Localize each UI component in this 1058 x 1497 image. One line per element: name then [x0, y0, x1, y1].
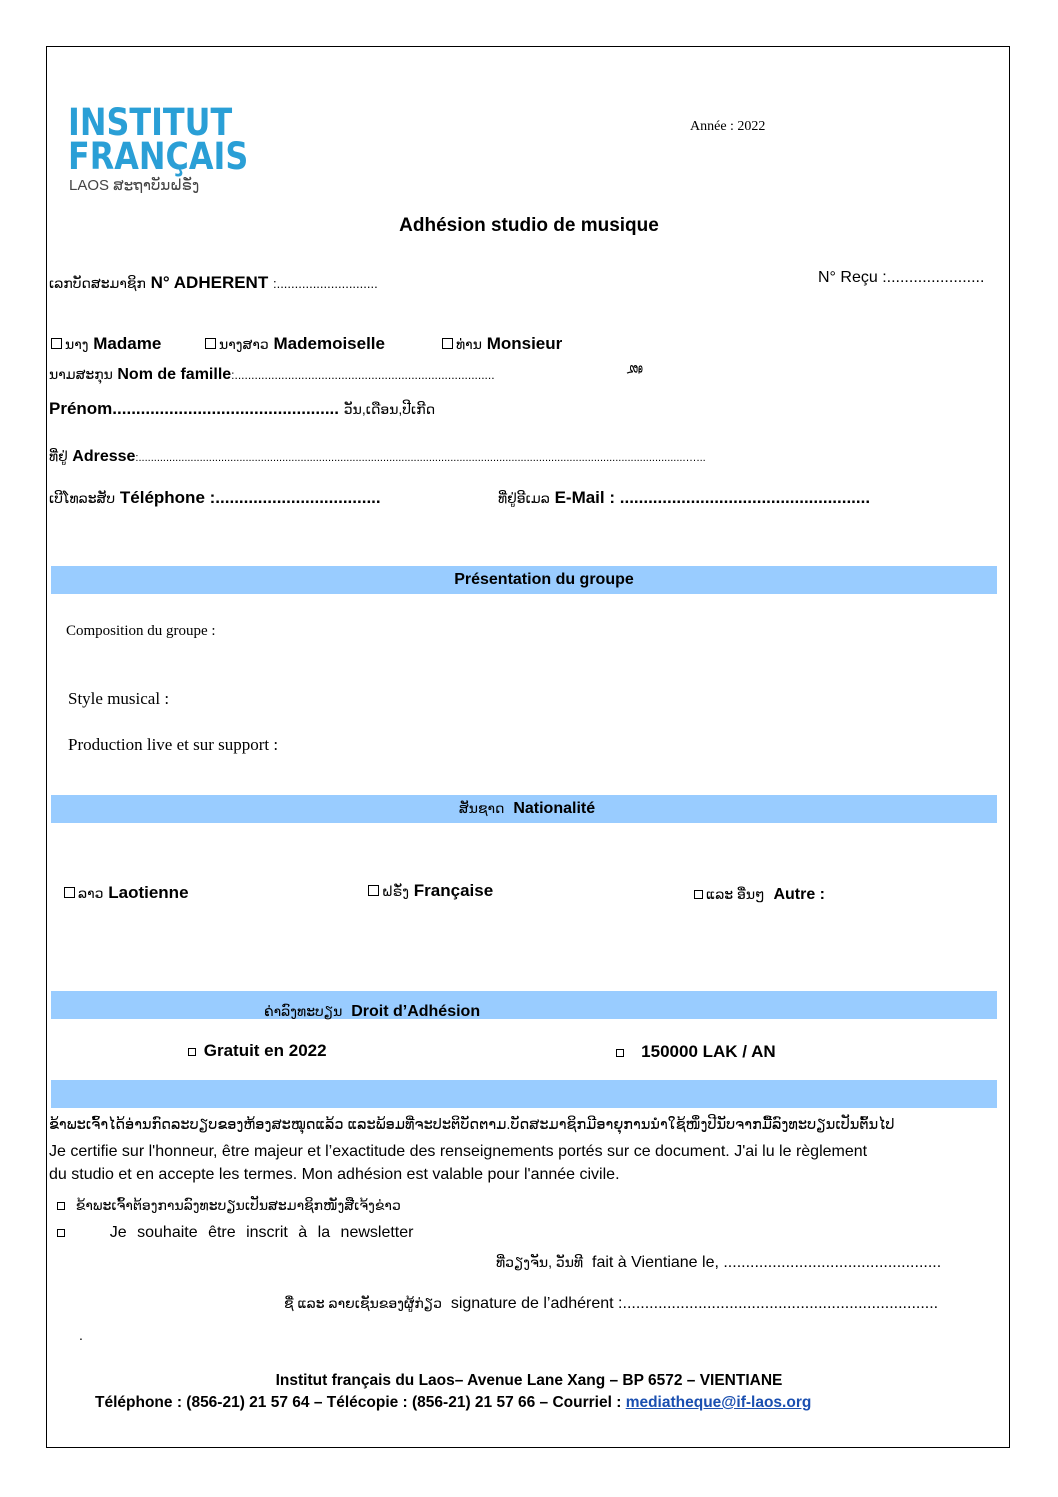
section-band-empty: [51, 1080, 997, 1108]
section-title-droit: [264, 1003, 480, 1021]
section-title-groupe: Présentation du groupe: [454, 571, 634, 588]
checkbox[interactable]: [442, 338, 453, 349]
adherent-lao-label: ເລກບັດສະມາຊິກ: [49, 275, 146, 291]
lao-label: ເບີໂທລະສັບ: [49, 490, 116, 506]
footer-email-link[interactable]: mediatheque@if-laos.org: [625, 1394, 812, 1411]
certification-fr-line-2: du studio et en accepte les termes. Mon adhésion est valable pour l'année civile.: [49, 1166, 620, 1183]
telephone-dots: ...................................: [215, 488, 381, 507]
lao-label: ແລະ ອື່ນໆ: [706, 886, 765, 902]
adresse-label: Adresse: [72, 448, 136, 465]
adresse-field[interactable]: [49, 448, 706, 466]
nationalite-francaise[interactable]: [368, 881, 493, 901]
footer-contact: [95, 1394, 811, 1412]
option-label: Je souhaite être inscrit à la newsletter: [109, 1224, 414, 1241]
nationalite-label: Nationalité: [513, 800, 596, 817]
nationalite-autre[interactable]: [694, 886, 825, 904]
logo: [68, 101, 249, 178]
page-title: Adhésion studio de musique: [399, 215, 659, 236]
lao-label: ສັນຊາດ: [458, 800, 505, 816]
option-label: Laotienne: [108, 883, 189, 902]
telephone-field[interactable]: [49, 488, 381, 508]
composition-label: Composition du groupe :: [66, 623, 216, 639]
civility-monsieur[interactable]: [442, 334, 562, 354]
droit-gratuit[interactable]: [188, 1041, 327, 1061]
checkbox[interactable]: [368, 885, 379, 896]
droit-label: Droit d’Adhésion: [351, 1003, 481, 1020]
newsletter-fr-option[interactable]: [57, 1224, 413, 1242]
adherent-label: N° ADHERENT: [150, 273, 269, 292]
lao-label: ນາມສະກຸນ: [49, 366, 113, 382]
section-band-groupe: [51, 566, 997, 594]
adherent-field[interactable]: [49, 273, 378, 293]
newsletter-lao-option[interactable]: [57, 1197, 401, 1214]
fait-a-field[interactable]: [496, 1254, 941, 1272]
year-label: Année : 2022: [690, 119, 766, 134]
lao-label: ຝຣັ່ງ: [382, 883, 410, 899]
prenom-dots: ................................................: [112, 399, 340, 418]
checkbox[interactable]: [694, 890, 703, 899]
civility-mademoiselle[interactable]: [205, 334, 385, 354]
lao-label: ນາງ: [65, 336, 89, 352]
option-label: ຂ້າພະເຈົ້າຕ້ອງການລົງທະບຽນເປັນສະມາຊິກໜັງສືເຈ້ງຂ່າວ: [75, 1197, 401, 1213]
section-band-nationalite: [51, 795, 997, 823]
checkbox[interactable]: [64, 887, 75, 898]
lao-label: ຄ່າລົງທະບຽນ: [264, 1003, 343, 1019]
lao-label: ນາງສາວ: [219, 336, 269, 352]
checkbox[interactable]: [51, 338, 62, 349]
email-dots: .....................................................: [619, 488, 871, 507]
signature-label: signature de l’adhérent :.......................................................................: [450, 1295, 939, 1312]
droit-payant[interactable]: [616, 1042, 776, 1062]
logo-line-1: INSTITUT: [68, 101, 233, 144]
style-label: Style musical :: [68, 689, 170, 708]
option-label: Mademoiselle: [273, 334, 385, 353]
lao-label: ທີ່ຢູ່ອີເມລ: [498, 490, 550, 506]
nom-label: Nom de famille: [117, 366, 232, 383]
stray-dot: .: [79, 1327, 83, 1343]
production-label: Production live et sur support :: [68, 735, 279, 754]
lao-vertical-label: ຊື່: [627, 364, 643, 374]
prenom-label: Prénom: [49, 399, 113, 418]
email-field[interactable]: [498, 488, 870, 508]
certification-fr-line-1: Je certifie sur l'honneur, être majeur et l’exactitude des renseignements portés sur ce document. J'ai lu le règlement: [49, 1143, 868, 1160]
birthdate-lao-label: ວັນ,ເດືອນ,ປີເກີດ: [343, 401, 436, 417]
adherent-dots: :............................: [272, 276, 378, 291]
section-band-droit: [51, 991, 997, 1019]
footer-address: Institut français du Laos– Avenue Lane Xang – BP 6572 – VIENTIANE: [275, 1372, 783, 1389]
prenom-field[interactable]: [49, 399, 435, 419]
option-label: 150000 LAK / AN: [641, 1042, 776, 1061]
footer-contact-text: Téléphone : (856-21) 21 57 64 – Télécopie : (856-21) 21 57 66 – Courriel :: [95, 1394, 622, 1411]
checkbox[interactable]: [188, 1048, 196, 1056]
nationalite-laotienne[interactable]: [64, 883, 189, 903]
lao-label: ລາວ: [78, 885, 104, 901]
logo-line-2: FRANÇAIS: [68, 135, 249, 178]
logo-subtitle: LAOS ສະຖາບັນຝຣັ່ງ: [69, 177, 200, 194]
option-label: Autre :: [773, 886, 826, 903]
nom-field[interactable]: [49, 366, 495, 384]
section-title-nationalite: [57, 800, 997, 818]
lao-label: ທີ່ວຽງຈັນ, ວັນທີ: [496, 1254, 584, 1270]
option-label: Monsieur: [486, 334, 563, 353]
signature-field[interactable]: [284, 1295, 938, 1313]
option-label: Madame: [93, 334, 162, 353]
recu-field[interactable]: N° Reçu :......................: [818, 269, 985, 286]
fait-label: fait à Vientiane le, .................................................: [592, 1254, 942, 1271]
telephone-label: Téléphone :: [119, 488, 216, 507]
email-label: E-Mail :: [554, 488, 616, 507]
lao-label: ທ່ານ: [456, 336, 482, 352]
checkbox[interactable]: [616, 1049, 624, 1057]
adresse-dots: :...................................................................................................................................................................................…...: [135, 452, 706, 464]
lao-label: ທີ່ຢູ່: [49, 448, 68, 464]
checkbox[interactable]: [57, 1202, 65, 1210]
certification-lao: ຂ້າພະເຈົ້າໄດ້ອ່ານກົດລະບຽບຂອງຫ້ອງສະໝຸດແລ້ວ ແລະພ້ອມທີ່ຈະປະຕິບັດຕາມ.ບັດສະມາຊິກມີອາຍຸການນຳໃຊ້ໜຶ່ງປີນັບຈາກມື້ລົງທະບຽນເປັນຕົ້ນໄປ: [49, 1117, 895, 1133]
nom-dots: :..............................................................................: [231, 368, 495, 382]
civility-madame[interactable]: [51, 334, 161, 354]
option-label: Gratuit en 2022: [203, 1041, 327, 1060]
checkbox[interactable]: [205, 338, 216, 349]
lao-label: ຊື່ ແລະ ລາຍເຊັນຂອງຜູ້ກ່ຽວ: [284, 1295, 442, 1311]
checkbox[interactable]: [57, 1229, 65, 1237]
option-label: Française: [413, 881, 494, 900]
